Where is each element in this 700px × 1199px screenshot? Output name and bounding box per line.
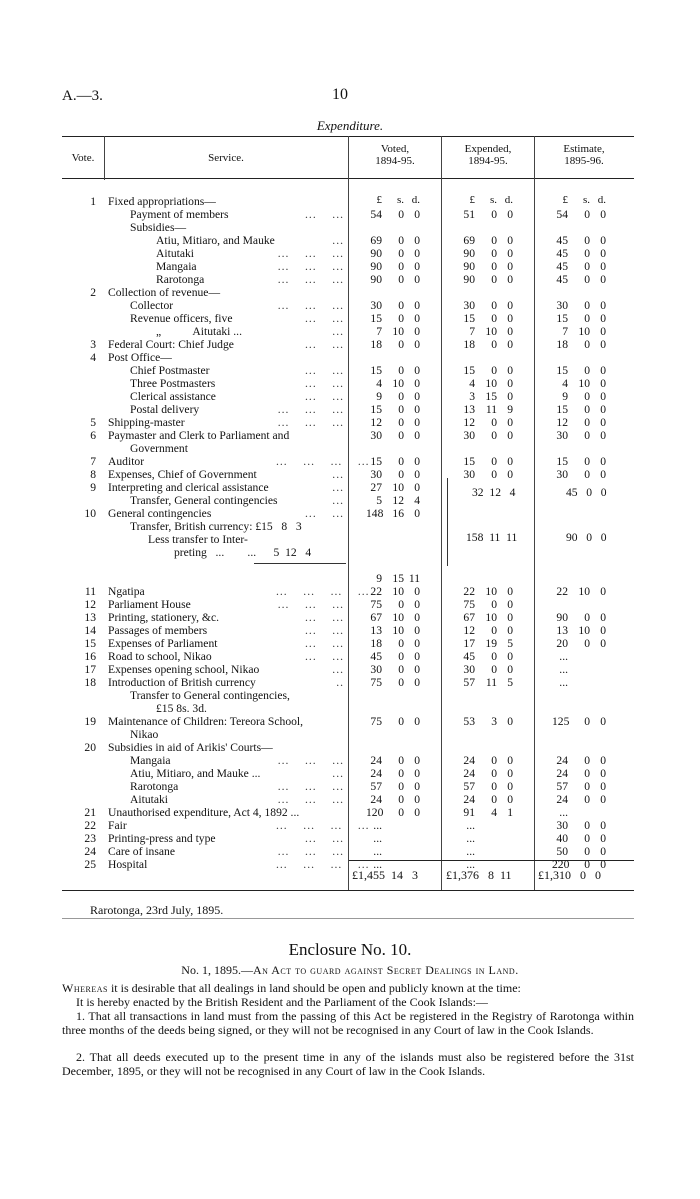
act-number: No. 1, 1895.— xyxy=(181,963,253,977)
leader-dots: ... ... ... xyxy=(277,299,344,312)
table-row: 12 Parliament House ... ... ... 75 0 0 75 0 0 xyxy=(0,598,700,611)
leader-dots: ... ... xyxy=(305,611,344,624)
leader-dots: ... ... xyxy=(305,338,344,351)
column-header-vote: Vote. xyxy=(71,152,95,164)
table-row: 6 Paymaster and Clerk to Parliament and 30 0 0 30 0 0 30 0 0 xyxy=(0,429,700,442)
leader-dots: ... ... ... xyxy=(277,260,344,273)
service-label: Introduction of British currency xyxy=(108,676,256,689)
service-label: Maintenance of Children: Tereora School, xyxy=(108,715,304,728)
service-label: Transfer, British currency: £15 8 3 xyxy=(130,520,302,533)
leader-dots: ... ... ... xyxy=(277,416,344,429)
vote-number: 7 xyxy=(90,455,96,468)
table-row: 16 Road to school, Nikao ... ... 45 0 0 45 0 0 ... xyxy=(0,650,700,663)
service-label: Printing, stationery, &c. xyxy=(108,611,219,624)
date-line: Rarotonga, 23rd July, 1895. xyxy=(90,903,224,917)
date-underline xyxy=(62,918,634,919)
service-label: Expenses opening school, Nikao xyxy=(108,663,260,676)
service-label: Collector xyxy=(130,299,174,312)
table-row: Mangaia ... ... ... 90 0 0 90 0 0 45 0 0 xyxy=(156,260,606,273)
table-row: Aitutaki ... ... ... 90 0 0 90 0 0 45 0 0 xyxy=(156,247,606,260)
service-label: Road to school, Nikao xyxy=(108,650,212,663)
service-label: Mangaia xyxy=(130,754,171,767)
leader-dots: ... ... ... ... xyxy=(276,455,370,468)
clause-1: 1. That all transactions in land must from the passing of this Act be registered in the Registry of Rarotonga within three months of the deeds being signed, or they will not be recognised in any Court of law in the Cook Islands. xyxy=(62,1009,634,1037)
leader-dots: ... ... ... xyxy=(277,273,344,286)
table-row: 9 15 11 xyxy=(376,572,420,585)
leader-dots: ... xyxy=(332,663,344,676)
section-title: Expenditure. xyxy=(316,118,384,133)
leader-dots: ... xyxy=(332,468,344,481)
vote-number: 16 xyxy=(84,650,96,663)
vote-number: 8 xyxy=(90,468,96,481)
table-row: 5 Shipping-master ... ... ... 12 0 0 12 0 0 12 0 0 xyxy=(0,416,700,429)
vote-number: 12 xyxy=(84,598,96,611)
leader-dots: ... ... xyxy=(305,650,344,663)
service-label: Expenses, Chief of Government xyxy=(108,468,257,481)
table-row xyxy=(0,221,700,234)
column-header-voted: Voted, 1894-95. xyxy=(375,143,415,167)
vote-number: 25 xyxy=(84,858,96,871)
leader-dots: ... xyxy=(332,767,344,780)
enactment-paragraph: It is hereby enacted by the British Resident and the Parliament of the Cook Islands:— xyxy=(76,995,488,1009)
vote-number: 23 xyxy=(84,832,96,845)
service-label: Hospital xyxy=(108,858,148,871)
vote-number: 14 xyxy=(84,624,96,637)
service-label: Nikao xyxy=(130,728,159,741)
table-row: 24 Care of insane ... ... ... ... ... 50 0 0 xyxy=(0,845,700,858)
service-label: Less transfer to Inter- xyxy=(148,533,248,546)
table-row: 25 Hospital ... ... ... ... ... ... 220 0 0 xyxy=(0,858,700,871)
vote-number: 19 xyxy=(84,715,96,728)
leader-dots: ... ... ... xyxy=(277,845,344,858)
vote-number: 24 xyxy=(84,845,96,858)
service-label: Transfer to General contingencies, xyxy=(130,689,290,702)
merged-expended-vote-9: 32 12 4 xyxy=(472,486,516,499)
service-label: „ Aitutaki ... xyxy=(156,325,242,338)
leader-dots: ... ... ... ... xyxy=(276,585,370,598)
service-label: Mangaia xyxy=(156,260,197,273)
table-row: 11 Ngatipa ... ... ... ... 22 10 0 22 10 0 22 10 0 xyxy=(0,585,700,598)
leader-dots: ... ... xyxy=(305,637,344,650)
leader-dots: ... ... xyxy=(305,507,344,520)
table-row: 17 Expenses opening school, Nikao ... 30 0 0 30 0 0 ... xyxy=(0,663,700,676)
service-label: Chief Postmaster xyxy=(130,364,210,377)
vote-number: 21 xyxy=(84,806,96,819)
service-label: Federal Court: Chief Judge xyxy=(108,338,234,351)
service-label: Revenue officers, five xyxy=(130,312,233,325)
service-label: Shipping-master xyxy=(108,416,185,429)
table-row: 18 Introduction of British currency .. 75 0 0 57 11 5 ... xyxy=(0,676,700,689)
bracket xyxy=(443,478,448,506)
leader-dots: ... ... xyxy=(305,208,344,221)
whereas-lead: Whereas xyxy=(62,981,108,995)
leader-dots: ... ... ... ... xyxy=(276,858,370,871)
column-header-estimate: Estimate, 1895-96. xyxy=(563,143,605,167)
table-row: 19 Maintenance of Children: Tereora School, 75 0 0 53 3 0 125 0 0 xyxy=(0,715,700,728)
table-row: „ Aitutaki ... ... 7 10 0 7 10 0 7 10 0 xyxy=(156,325,606,338)
service-label: Rarotonga xyxy=(130,780,179,793)
enclosure-title: Enclosure No. 10. xyxy=(288,940,412,959)
vote-number: 13 xyxy=(84,611,96,624)
service-label: General contingencies xyxy=(108,507,212,520)
vote-number: 3 xyxy=(90,338,96,351)
table-row: 21 Unauthorised expenditure, Act 4, 1892 ... 120 0 0 91 4 1 ... xyxy=(0,806,700,819)
service-label: Postal delivery xyxy=(130,403,200,416)
vote-number: 10 xyxy=(84,507,96,520)
service-label: Post Office— xyxy=(108,351,172,364)
leader-dots: ... xyxy=(332,325,344,338)
vote-number: 22 xyxy=(84,819,96,832)
table-row: Rarotonga ... ... ... 90 0 0 90 0 0 45 0 0 xyxy=(156,273,606,286)
vote-number: 11 xyxy=(84,585,96,598)
service-label: Three Postmasters xyxy=(130,377,216,390)
table-row xyxy=(0,689,700,702)
vote-number: 1 xyxy=(90,195,96,208)
service-label: Auditor xyxy=(108,455,145,468)
table-row: Aitutaki ... ... ... 24 0 0 24 0 0 24 0 0 xyxy=(130,793,606,806)
service-label: Parliament House xyxy=(108,598,191,611)
table-row: Chief Postmaster ... ... 15 0 0 15 0 0 15 0 0 xyxy=(130,364,606,377)
table-row: Revenue officers, five ... ... 15 0 0 15 0 0 15 0 0 xyxy=(130,312,606,325)
leader-dots: ... ... xyxy=(305,312,344,325)
table-row: 8 Expenses, Chief of Government ... 30 0 0 30 0 0 30 0 0 xyxy=(0,468,700,481)
leader-dots: ... ... xyxy=(305,832,344,845)
service-label: Paymaster and Clerk to Parliament and xyxy=(108,429,290,442)
table-row xyxy=(0,546,700,559)
table-row: Three Postmasters ... ... 4 10 0 4 10 0 4 10 0 xyxy=(130,377,606,390)
service-label: Interpreting and clerical assistance xyxy=(108,481,269,494)
service-label: £15 8s. 3d. xyxy=(156,702,207,715)
act-heading xyxy=(0,963,700,978)
vote-number: 20 xyxy=(84,741,96,754)
service-label: Printing-press and type xyxy=(108,832,216,845)
merged-estimate-vote-10: 90 0 0 xyxy=(566,531,607,544)
table-row: Clerical assistance ... ... 9 0 0 3 15 0 9 0 0 xyxy=(130,390,606,403)
total-expended: £1,376 8 11 xyxy=(446,868,512,882)
table-row xyxy=(0,442,700,455)
vote-number: 17 xyxy=(84,663,96,676)
table-bottom-rule xyxy=(62,890,634,891)
unit-labels-row: £ s. d. £ s. d. £ s. d. xyxy=(376,194,606,206)
service-label: preting ... ... 5 12 4 xyxy=(174,546,312,559)
leader-dots: ... ... ... xyxy=(277,247,344,260)
service-label: Unauthorised expenditure, Act 4, 1892 ... xyxy=(108,806,300,819)
leader-dots: ... ... ... xyxy=(277,598,344,611)
service-label: Passages of members xyxy=(108,624,208,637)
leader-dots: ... ... xyxy=(305,624,344,637)
table-row xyxy=(0,286,700,299)
table-row: 13 Printing, stationery, &c. ... ... 67 10 0 67 10 0 90 0 0 xyxy=(0,611,700,624)
table-row: 7 Auditor ... ... ... ... 15 0 0 15 0 0 15 0 0 xyxy=(0,455,700,468)
vote-number: 18 xyxy=(84,676,96,689)
service-label: Atiu, Mitiaro, and Mauke xyxy=(156,234,275,247)
table-row xyxy=(0,741,700,754)
table-row: 23 Printing-press and type ... ... ... ... 40 0 0 xyxy=(0,832,700,845)
page-number: 10 xyxy=(332,86,348,103)
service-label: Transfer, General contingencies xyxy=(130,494,278,507)
table-row: 10 General contingencies ... ... 148 16 0 xyxy=(0,507,700,520)
table-row: Atiu, Mitiaro, and Mauke ... ... 24 0 0 24 0 0 24 0 0 xyxy=(130,767,606,780)
total-voted: £1,455 14 3 xyxy=(352,868,418,882)
table-row: 3 Federal Court: Chief Judge ... ... 18 0 0 18 0 0 18 0 0 xyxy=(0,338,700,351)
table-row: Collector ... ... ... 30 0 0 30 0 0 30 0 0 xyxy=(130,299,606,312)
vote-number: 5 xyxy=(90,416,96,429)
bracket xyxy=(443,506,448,566)
table-row: Postal delivery ... ... ... 15 0 0 13 11 9 15 0 0 xyxy=(130,403,606,416)
leader-dots: ... ... xyxy=(305,364,344,377)
table-row xyxy=(0,351,700,364)
leader-dots: ... ... ... xyxy=(277,780,344,793)
table-row xyxy=(0,195,700,208)
service-label: Subsidies in aid of Arikis' Courts— xyxy=(108,741,273,754)
service-label: Care of insane xyxy=(108,845,175,858)
clause-2: 2. That all deeds executed up to the present time in any of the islands must also be registered before the 31st December, 1895, or they will not be recognised in any Court of law in the Cook Islands. xyxy=(62,1050,634,1078)
service-label: Collection of revenue— xyxy=(108,286,221,299)
service-label: Expenses of Parliament xyxy=(108,637,218,650)
service-label: Government xyxy=(130,442,188,455)
service-label: Clerical assistance xyxy=(130,390,216,403)
vote-number: 9 xyxy=(90,481,96,494)
table-row: Payment of members ... ... 54 0 0 51 0 0 54 0 0 xyxy=(130,208,606,221)
leader-dots: ... ... xyxy=(305,377,344,390)
service-label: Atiu, Mitiaro, and Mauke ... xyxy=(130,767,261,780)
table-row: 9 Interpreting and clerical assistance ... 27 10 0 xyxy=(0,481,700,494)
leader-dots: ... ... ... xyxy=(277,754,344,767)
leader-dots: ... xyxy=(332,494,344,507)
table-row: Mangaia ... ... ... 24 0 0 24 0 0 24 0 0 xyxy=(130,754,606,767)
table-row: 14 Passages of members ... ... 13 10 0 12 0 0 13 10 0 xyxy=(0,624,700,637)
vote-number: 4 xyxy=(90,351,96,364)
merged-estimate-vote-9: 45 0 0 xyxy=(566,486,607,499)
service-label: Fixed appropriations— xyxy=(108,195,216,208)
table-row xyxy=(0,559,700,572)
service-label: Fair xyxy=(108,819,127,832)
table-row: Rarotonga ... ... ... 57 0 0 57 0 0 57 0 0 xyxy=(130,780,606,793)
leader-dots: ... xyxy=(332,234,344,247)
whereas-paragraph: Whereas it is desirable that all dealings in land should be open and publicly known at the time: xyxy=(62,981,521,995)
sub-total-rule xyxy=(254,563,346,564)
table-row: Transfer, General contingencies ... 5 12 4 xyxy=(130,494,420,507)
leader-dots: ... ... ... xyxy=(277,793,344,806)
service-label: Payment of members xyxy=(130,208,229,221)
leader-dots: .. xyxy=(336,676,344,689)
table-row xyxy=(0,702,700,715)
service-label: Rarotonga xyxy=(156,273,205,286)
table-row xyxy=(0,728,700,741)
service-label: Aitutaki xyxy=(156,247,194,260)
total-estimate: £1,310 0 0 xyxy=(538,868,601,882)
leader-dots: ... ... xyxy=(305,390,344,403)
vote-number: 6 xyxy=(90,429,96,442)
leader-dots: ... ... ... xyxy=(277,403,344,416)
leader-dots: ... ... ... ... xyxy=(276,819,370,832)
service-label: Aitutaki xyxy=(130,793,168,806)
table-row: 22 Fair ... ... ... ... ... ... 30 0 0 xyxy=(0,819,700,832)
vote-number: 2 xyxy=(90,286,96,299)
service-label: Ngatipa xyxy=(108,585,145,598)
column-header-expended: Expended, 1894-95. xyxy=(464,143,512,167)
document-reference: A.—3. xyxy=(62,88,103,104)
vote-number: 15 xyxy=(84,637,96,650)
act-title: An Act to guard against Secret Dealings in Land. xyxy=(252,963,519,977)
service-label: Subsidies— xyxy=(130,221,187,234)
table-row: 15 Expenses of Parliament ... ... 18 0 0 17 19 5 20 0 0 xyxy=(0,637,700,650)
table-row: Atiu, Mitiaro, and Mauke ... 69 0 0 69 0 0 45 0 0 xyxy=(156,234,606,247)
merged-expended-vote-10: 158 11 11 xyxy=(466,531,518,544)
leader-dots: ... xyxy=(332,481,344,494)
column-header-service: Service. xyxy=(208,152,244,164)
